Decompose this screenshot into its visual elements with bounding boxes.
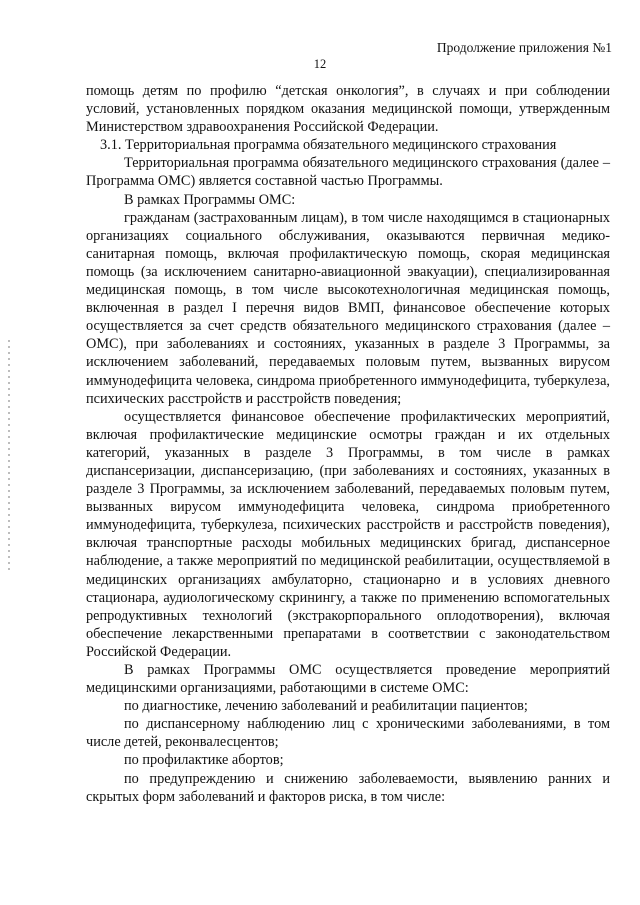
list-item: по диспансерному наблюдению лиц с хроническими заболеваниями, в том числе детей, реконвалесцентов; (86, 716, 610, 751)
list-item: по диагностике, лечению заболеваний и реабилитации пациентов; (124, 698, 528, 715)
paragraph: В рамках Программы ОМС: (124, 191, 296, 208)
paragraph: гражданам (застрахованным лицам), в том числе находящимся в стационарных организациях социального обслуживания, оказываются первичная медико-санитарная помощь, включая профилактическую помощь, скорая медицинская помощь (за исключением санитарно-авиационной эвакуации), специализированная медицинская помощь, в том числе высокотехнологичная медицинская помощь, включенная в раздел I перечня видов ВМП, финансовое обеспечение которых осуществляется за счет средств обязательного медицинского страхования (далее – ОМС), при заболеваниях и состояниях, указанных в разделе 3 Программы, за исключением заболеваний, передаваемых половым путем, вызванных вирусом иммунодефицита человека, синдрома приобретенного иммунодефицита, туберкулеза, психических расстройств и расстройств поведения; (86, 209, 610, 407)
paragraph: В рамках Программы ОМС осуществляется проведение мероприятий медицинскими организациями, работающими в системе ОМС: (86, 662, 610, 697)
document-body (86, 82, 610, 806)
appendix-continuation-note: Продолжение приложения №1 (436, 40, 612, 55)
section-title: 3.1. Территориальная программа обязательного медицинского страхования (100, 137, 557, 154)
paragraph: осуществляется финансовое обеспечение профилактических мероприятий, включая профилактические медицинские осмотры граждан и их отдельных категорий, указанных в разделе 3 Программы, в том числе в рамках диспансеризации, диспансеризацию, (при заболеваниях и состояниях, указанных в разделе 3 Программы, за исключением заболеваний, передаваемых половым путем, вызванных вирусом иммунодефицита человека, синдрома приобретенного иммунодефицита, туберкулеза, психических расстройств и расстройств поведения), включая транспортные расходы мобильных медицинских бригад, диспансерное наблюдение, а также мероприятий по медицинской реабилитации, осуществляемой в медицинских организациях амбулаторно, стационарно и в условиях дневного стационара, аудиологическому скринингу, а также по применению вспомогательных репродуктивных технологий (экстракорпорального оплодотворения), включая обеспечение лекарственными препаратами в соответствии с законодательством Российской Федерации. (86, 408, 610, 660)
list-item: по профилактике абортов; (124, 752, 284, 769)
page-number: 12 (313, 57, 327, 71)
scan-margin-mark (8, 340, 10, 570)
list-item: по предупреждению и снижению заболеваемости, выявлению ранних и скрытых форм заболеваний и факторов риска, в том числе: (86, 770, 610, 805)
paragraph: Территориальная программа обязательного медицинского страхования (далее – Программа ОМС) является составной частью Программы. (86, 155, 610, 190)
paragraph-continuation: помощь детям по профилю “детская онкология”, в случаях и при соблюдении условий, установленных порядком оказания медицинской помощи, утвержденным Министерством здравоохранения Российской Федерации. (86, 83, 610, 136)
